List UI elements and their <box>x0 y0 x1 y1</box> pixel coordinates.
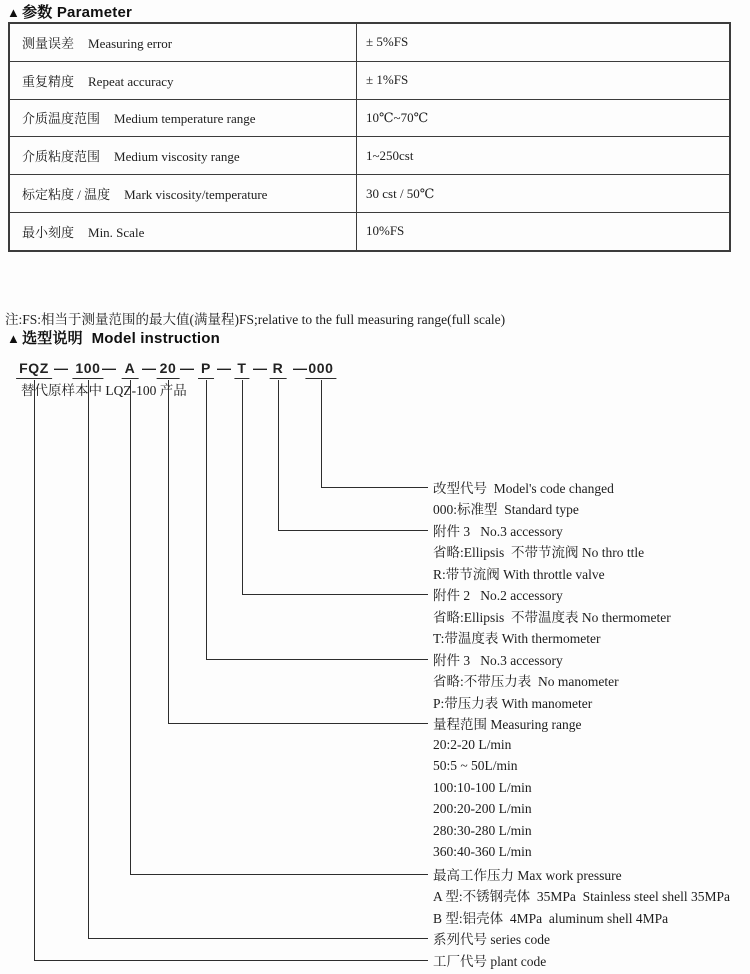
model-line: 附件 3 No.3 accessory <box>433 523 563 539</box>
model-line: 省略:Ellipsis 不带节流阀 No thro ttle <box>433 545 645 561</box>
param-label-cn: 测量误差 <box>22 35 75 51</box>
section-title-text: 参数 Parameter <box>22 4 133 21</box>
param-value-cell: 10%FS <box>357 212 731 250</box>
model-line: B 型:铝壳体 4MPa aluminum shell 4MPa <box>433 910 669 926</box>
code-separator: — <box>253 360 267 376</box>
model-line: 省略:Ellipsis 不带温度表 No thermometer <box>433 609 671 625</box>
parameter-table <box>8 22 731 252</box>
model-line: 200:20-200 L/min <box>433 801 532 817</box>
model-line: R:带节流阀 With throttle valve <box>433 566 605 582</box>
triangle-bullet-icon: ▲ <box>7 331 21 346</box>
code-separator: — <box>180 360 194 376</box>
param-value-cell: ± 5%FS <box>357 23 731 61</box>
model-line: 省略:不带压力表 No manometer <box>433 674 619 690</box>
parameter-section-title <box>7 1 132 22</box>
param-label-cell <box>9 137 357 175</box>
model-line: 20:2-20 L/min <box>433 736 512 752</box>
code-separator: — <box>293 360 307 376</box>
table-row <box>9 61 730 99</box>
model-section-title <box>7 327 220 348</box>
model-code-segment: FQZ <box>16 360 52 379</box>
param-label-cn: 介质粘度范围 <box>22 149 101 165</box>
model-code-segment: R <box>270 360 287 379</box>
model-line: 工厂代号 plant code <box>433 953 547 969</box>
param-label-en: Medium temperature range <box>114 111 256 127</box>
model-line: 附件 3 No.3 accessory <box>433 652 563 668</box>
model-line: T:带温度表 With thermometer <box>433 631 601 647</box>
param-value-cell: 30 cst / 50℃ <box>357 175 731 213</box>
param-label-cn: 介质温度范围 <box>22 111 101 127</box>
param-value-cell: 10℃~70℃ <box>357 99 731 137</box>
param-label-en: Min. Scale <box>88 224 145 240</box>
param-label-cell <box>9 61 357 99</box>
param-label-en: Repeat accuracy <box>88 73 174 89</box>
table-row <box>9 137 730 175</box>
model-code-segment: 100 <box>72 360 103 379</box>
model-explanations <box>433 476 743 971</box>
note-line: 替代原样本中 LQZ-100 产品 <box>21 382 187 398</box>
code-separator: — <box>54 360 68 376</box>
model-line: 改型代号 Model's code changed <box>433 480 614 496</box>
table-row <box>9 212 730 250</box>
code-separator: — <box>217 360 231 376</box>
param-label-cell <box>9 175 357 213</box>
model-line: A 型:不锈钢壳体 35MPa Stainless steel shell 35MPa <box>433 889 730 905</box>
model-code-row <box>0 360 750 380</box>
param-label-cn: 重复精度 <box>22 73 75 89</box>
connector-line-fqz <box>34 380 428 961</box>
param-label-cell <box>9 23 357 61</box>
model-line: 000:标准型 Standard type <box>433 502 579 518</box>
param-label-en: Mark viscosity/temperature <box>124 187 268 203</box>
model-line: 360:40-360 L/min <box>433 844 532 860</box>
model-line: 最高工作压力 Max work pressure <box>433 867 622 883</box>
table-row <box>9 23 730 61</box>
model-code-segment: T <box>234 360 249 379</box>
param-label-en: Medium viscosity range <box>114 149 240 165</box>
model-line: 50:5 ~ 50L/min <box>433 758 518 774</box>
model-line: 100:10-100 L/min <box>433 779 532 795</box>
param-label-cell <box>9 99 357 137</box>
model-line: 280:30-280 L/min <box>433 822 532 838</box>
param-label-cell <box>9 212 357 250</box>
param-value-cell: ± 1%FS <box>357 61 731 99</box>
param-value-cell: 1~250cst <box>357 137 731 175</box>
model-code-segment: 20 <box>157 360 180 379</box>
model-line: 量程范围 Measuring range <box>433 717 582 733</box>
model-code-segment: P <box>198 360 214 379</box>
note-line: 注:FS:相当于测量范围的最大值(满量程)FS;relative to the full measuring range(full scale) <box>5 312 506 327</box>
param-label-cn: 标定粘度 / 温度 <box>22 187 111 203</box>
table-row <box>9 175 730 213</box>
model-code-segment: A <box>122 360 139 379</box>
code-separator: — <box>102 360 116 376</box>
section-title-text: 选型说明 Model instruction <box>22 330 221 347</box>
code-separator: — <box>142 360 156 376</box>
model-line: P:带压力表 With manometer <box>433 695 593 711</box>
param-label-cn: 最小刻度 <box>22 224 75 240</box>
model-line: 附件 2 No.2 accessory <box>433 588 563 604</box>
param-label-en: Measuring error <box>88 35 173 51</box>
model-line: 系列代号 series code <box>433 932 550 948</box>
triangle-bullet-icon: ▲ <box>7 5 21 20</box>
model-code-segment: 000 <box>305 360 336 379</box>
table-row <box>9 99 730 137</box>
